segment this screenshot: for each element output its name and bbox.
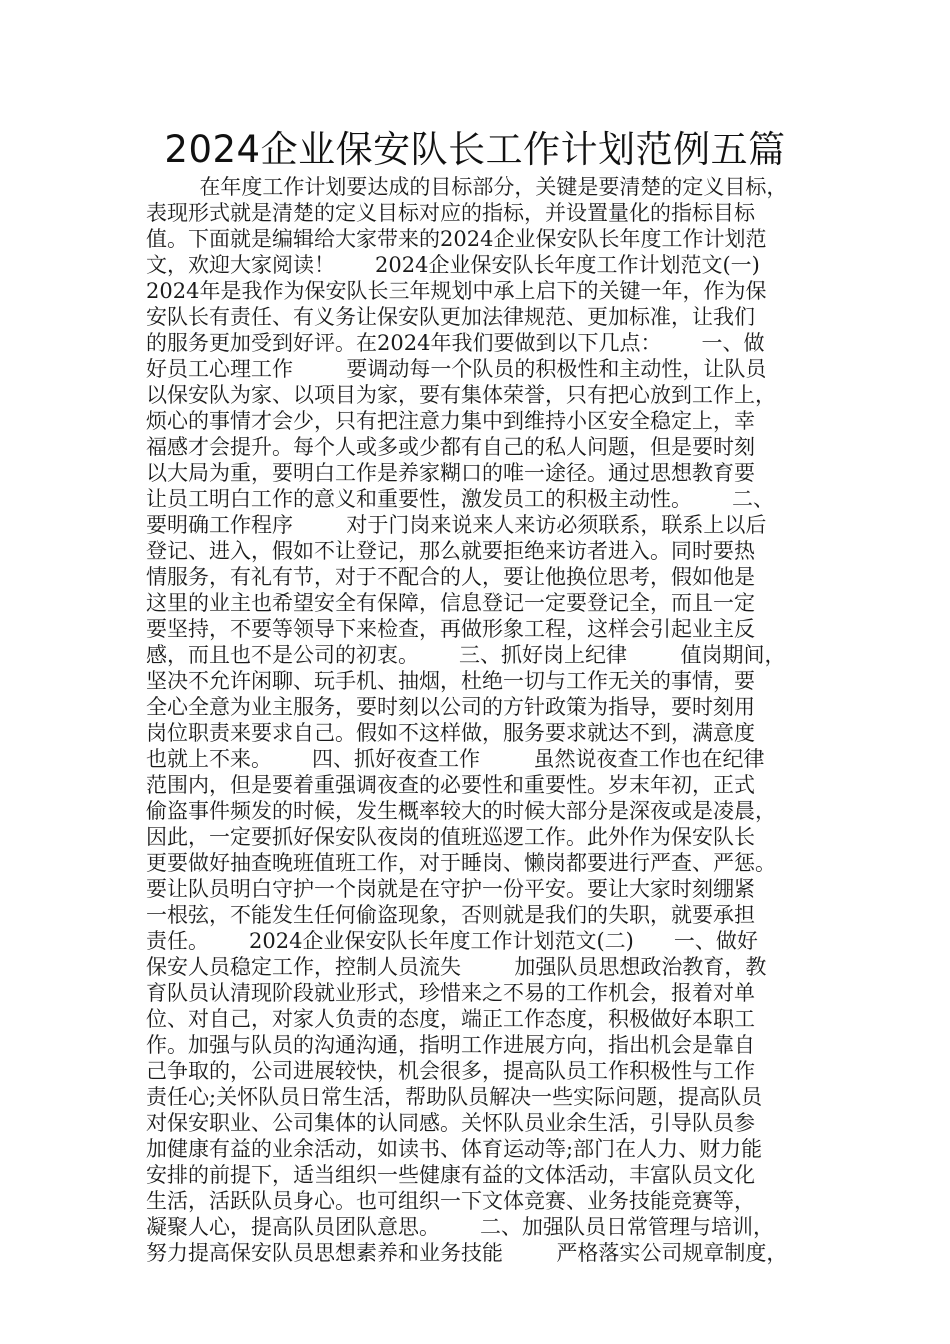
body-line: 己争取的，公司进展较快，机会很多，提高队员工作积极性与工作 bbox=[146, 1059, 755, 1083]
body-line: 要让队员明白守护一个岗就是在守护一份平安。要让大家时刻绷紧 bbox=[146, 877, 755, 901]
body-line: 责任。 2024企业保安队长年度工作计划范文(二) 一、做好 bbox=[146, 929, 758, 953]
body-line: 的服务更加受到好评。在2024年我们要做到以下几点： 一、做 bbox=[146, 331, 765, 355]
body-line: 作。加强与队员的沟通沟通，指明工作进展方向，指出机会是靠自 bbox=[146, 1033, 755, 1057]
body-line: 文，欢迎大家阅读！ 2024企业保安队长年度工作计划范文(一) bbox=[146, 253, 760, 277]
body-line: 以大局为重，要明白工作是养家糊口的唯一途径。通过思想教育要 bbox=[146, 461, 755, 485]
body-line: 努力提高保安队员思想素养和业务技能 严格落实公司规章制度， bbox=[146, 1241, 788, 1265]
body-line: 一根弦，不能发生任何偷盗现象，否则就是我们的失职，就要承担 bbox=[146, 903, 755, 927]
body-line: 坚决不允许闲聊、玩手机、抽烟，杜绝一切与工作无关的事情，要 bbox=[146, 669, 755, 693]
body-line: 凝聚人心，提高队员团队意思。 二、加强队员日常管理与培训， bbox=[146, 1215, 775, 1239]
body-line: 对保安职业、公司集体的认同感。关怀队员业余生活，引导队员参 bbox=[146, 1111, 755, 1135]
body-line: 在年度工作计划要达成的目标部分，关键是要清楚的定义目标， bbox=[146, 175, 788, 199]
body-line: 更要做好抽查晚班值班工作，对于睡岗、懒岗都要进行严查、严惩。 bbox=[146, 851, 776, 875]
document-title: 2024企业保安队长工作计划范例五篇 bbox=[164, 128, 786, 171]
body-line: 因此，一定要抓好保安队夜岗的值班巡逻工作。此外作为保安队长 bbox=[146, 825, 755, 849]
body-line: 烦心的事情才会少，只有把注意力集中到维持小区安全稳定上，幸 bbox=[146, 409, 755, 433]
body-line: 登记、进入，假如不让登记，那么就要拒绝来访者进入。同时要热 bbox=[146, 539, 755, 563]
body-line: 让员工明白工作的意义和重要性，激发员工的积极主动性。 二、 bbox=[146, 487, 775, 511]
body-line: 也就上不来。 四、抓好夜查工作 虽然说夜查工作也在纪律 bbox=[146, 747, 765, 771]
body-line: 感，而且也不是公司的初衷。 三、抓好岗上纪律 值岗期间， bbox=[146, 643, 786, 667]
body-line: 偷盗事件频发的时候，发生概率较大的时候大部分是深夜或是凌晨， bbox=[146, 799, 776, 823]
body-line: 这里的业主也希望安全有保障，信息登记一定要登记全，而且一定 bbox=[146, 591, 755, 615]
body-line: 责任心;关怀队员日常生活，帮助队员解决一些实际问题，提高队员 bbox=[146, 1085, 763, 1109]
body-line: 2024年是我作为保安队长三年规划中承上启下的关键一年，作为保 bbox=[146, 279, 767, 303]
body-line: 福感才会提升。每个人或多或少都有自己的私人问题，但是要时刻 bbox=[146, 435, 755, 459]
body-line: 情服务，有礼有节，对于不配合的人，要让他换位思考，假如他是 bbox=[146, 565, 755, 589]
body-line: 好员工心理工作 要调动每一个队员的积极性和主动性，让队员 bbox=[146, 357, 767, 381]
body-line: 位、对自己，对家人负责的态度，端正工作态度，积极做好本职工 bbox=[146, 1007, 755, 1031]
body-line: 加健康有益的业余活动，如读书、体育运动等;部门在人力、财力能 bbox=[146, 1137, 763, 1161]
body-line: 要坚持，不要等领导下来检查，再做形象工程，这样会引起业主反 bbox=[146, 617, 755, 641]
body-line: 要明确工作程序 对于门岗来说来人来访必须联系，联系上以后 bbox=[146, 513, 767, 537]
body-line: 岗位职责来要求自己。假如不这样做，服务要求就达不到，满意度 bbox=[146, 721, 755, 745]
body-line: 安排的前提下，适当组织一些健康有益的文体活动，丰富队员文化 bbox=[146, 1163, 755, 1187]
document-body bbox=[146, 174, 818, 1266]
body-line: 保安人员稳定工作，控制人员流失 加强队员思想政治教育，教 bbox=[146, 955, 767, 979]
body-line: 表现形式就是清楚的定义目标对应的指标，并设置量化的指标目标 bbox=[146, 201, 755, 225]
body-line: 范围内，但是要着重强调夜查的必要性和重要性。岁末年初，正式 bbox=[146, 773, 755, 797]
body-line: 安队长有责任、有义务让保安队更加法律规范、更加标准，让我们 bbox=[146, 305, 755, 329]
body-line: 生活，活跃队员身心。也可组织一下文体竞赛、业务技能竞赛等， bbox=[146, 1189, 755, 1213]
body-line: 以保安队为家、以项目为家，要有集体荣誉，只有把心放到工作上， bbox=[146, 383, 776, 407]
body-line: 值。下面就是编辑给大家带来的2024企业保安队长年度工作计划范 bbox=[146, 227, 767, 251]
body-line: 全心全意为业主服务，要时刻以公司的方针政策为指导，要时刻用 bbox=[146, 695, 755, 719]
body-line: 育队员认清现阶段就业形式，珍惜来之不易的工作机会，报着对单 bbox=[146, 981, 755, 1005]
